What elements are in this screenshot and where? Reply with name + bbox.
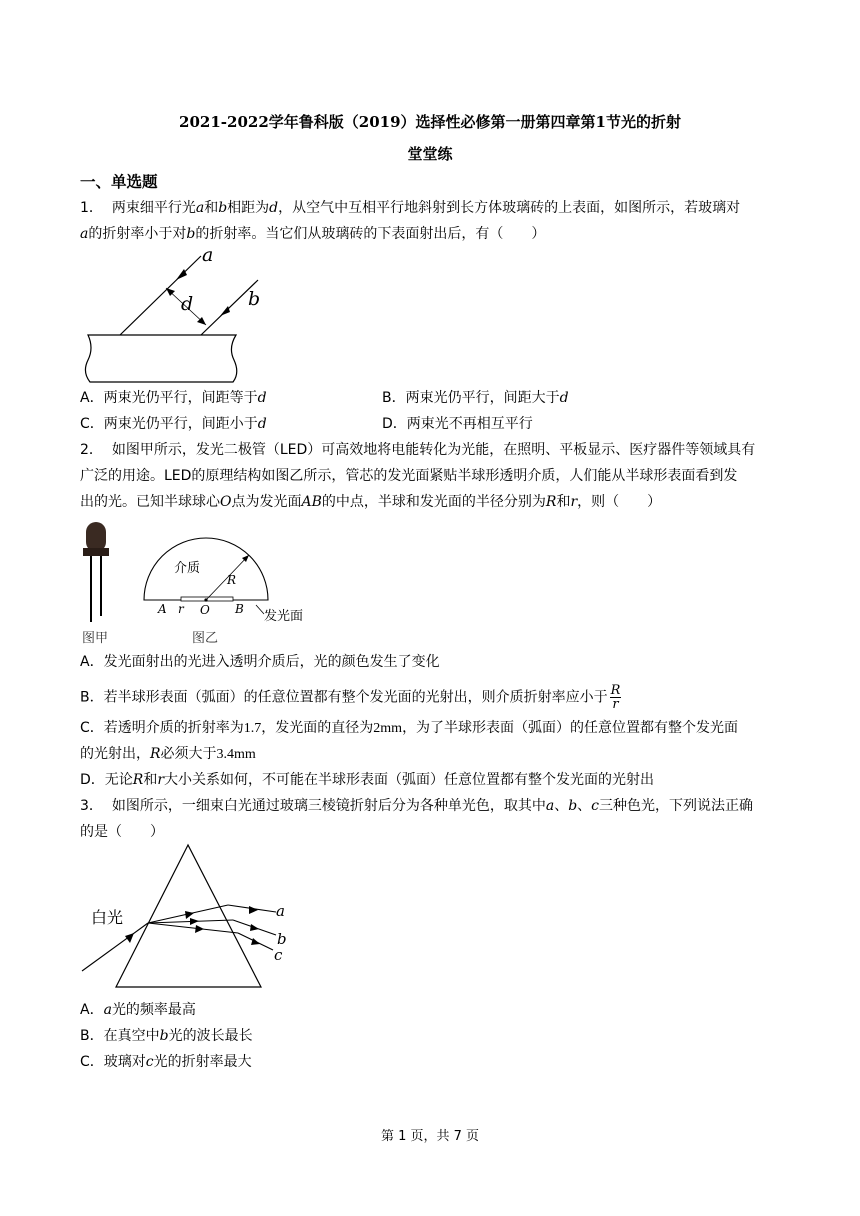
q1-line1: 1． 两束细平行光a和b相距为d，从空气中互相平行地斜射到长方体玻璃砖的上表面，如图所示，若玻璃对 xyxy=(80,200,741,216)
doc-title-line2: 堂堂练 xyxy=(407,145,453,163)
q3-figure-prism xyxy=(78,840,308,1000)
q2-fig-A-label: A xyxy=(158,602,167,616)
q2-line2: 广泛的用途。LED的原理结构如图乙所示，管芯的发光面紧贴半球形透明介质，人们能从半球形表面看到发 xyxy=(80,468,738,484)
q3-fig-white-light-label: 白光 xyxy=(91,908,124,927)
q3-option-b[interactable]: B．在真空中b光的波长最长 xyxy=(80,1028,253,1044)
q2-option-b-fraction: $\frac{R}{r}$ xyxy=(610,683,621,712)
q2-option-b[interactable]: B．若半球形表面（弧面）的任意位置都有整个发光面的光射出，则介质折射率应小于 $\frac{R}{r}$ xyxy=(80,683,621,712)
q2-fig-r-label: r xyxy=(178,602,184,616)
q3-line1: 3． 如图所示，一细束白光通过玻璃三棱镜折射后分为各种单光色，取其中a、b、c三种色光，下列说法正确 xyxy=(80,798,753,814)
q1-option-a[interactable]: A．两束光仍平行，间距等于d xyxy=(80,390,267,406)
q1-fig-label-a: a xyxy=(202,244,214,266)
q1-option-d[interactable]: D．两束光不再相互平行 xyxy=(382,416,533,432)
q2-fig-R-label: R xyxy=(227,573,237,587)
q2-line3: 出的光。已知半球球心O点为发光面AB的中点，半球和发光面的半径分别为R和r，则（ ） xyxy=(80,494,662,510)
q2-fig-emit-label: 发光面 xyxy=(264,609,304,624)
q2-figure-led xyxy=(78,512,338,647)
q1-figure-glass-brick xyxy=(78,240,261,385)
q3-fig-label-b: b xyxy=(277,930,287,948)
q1-line2: a的折射率小于对b的折射率。当它们从玻璃砖的下表面射出后，有（ ） xyxy=(80,226,546,242)
q2-fig1-caption: 图甲 xyxy=(82,631,109,646)
q3-fig-label-c: c xyxy=(274,946,283,964)
q2-option-d[interactable]: D．无论R和r大小关系如何，不可能在半球形表面（弧面）任意位置都有整个发光面的光射出 xyxy=(80,772,655,788)
q3-fig-label-a: a xyxy=(276,902,285,920)
q3-option-c[interactable]: C．玻璃对c光的折射率最大 xyxy=(80,1054,252,1070)
q1-option-b[interactable]: B．两束光仍平行，间距大于d xyxy=(382,390,569,406)
q1-fig-label-d: d xyxy=(181,293,194,315)
q2-line1: 2． 如图甲所示，发光二极管（LED）可高效地将电能转化为光能，在照明、平板显示、医疗器件等领域具有 xyxy=(80,442,756,458)
q2-fig2-caption: 图乙 xyxy=(192,631,219,646)
q2-fig-O-label: O xyxy=(200,603,210,617)
q3-option-a[interactable]: A．a光的频率最高 xyxy=(80,1002,196,1018)
q2-fig-B-label: B xyxy=(235,602,244,616)
q2-fig-medium-label: 介质 xyxy=(174,561,201,576)
q2-option-c[interactable]: C．若透明介质的折射率为1.7，发光面的直径为2mm，为了半球形表面（弧面）的任意位置都有整个发光面 xyxy=(80,720,739,736)
page-footer: 第 1 页，共 7 页 xyxy=(380,1129,480,1144)
q1-fig-label-b: b xyxy=(248,288,261,310)
doc-title-line1: 2021-2022学年鲁科版（2019）选择性必修第一册第四章第1节光的折射 xyxy=(179,113,681,131)
q2-option-c-cont: 的光射出，R必须大于3.4mm xyxy=(80,746,256,762)
q3-line2: 的是（ ） xyxy=(80,824,164,840)
q2-option-a[interactable]: A．发光面射出的光进入透明介质后，光的颜色发生了变化 xyxy=(80,654,440,670)
section-heading: 一、单选题 xyxy=(80,173,158,191)
q1-option-c[interactable]: C．两束光仍平行，间距小于d xyxy=(80,416,267,432)
